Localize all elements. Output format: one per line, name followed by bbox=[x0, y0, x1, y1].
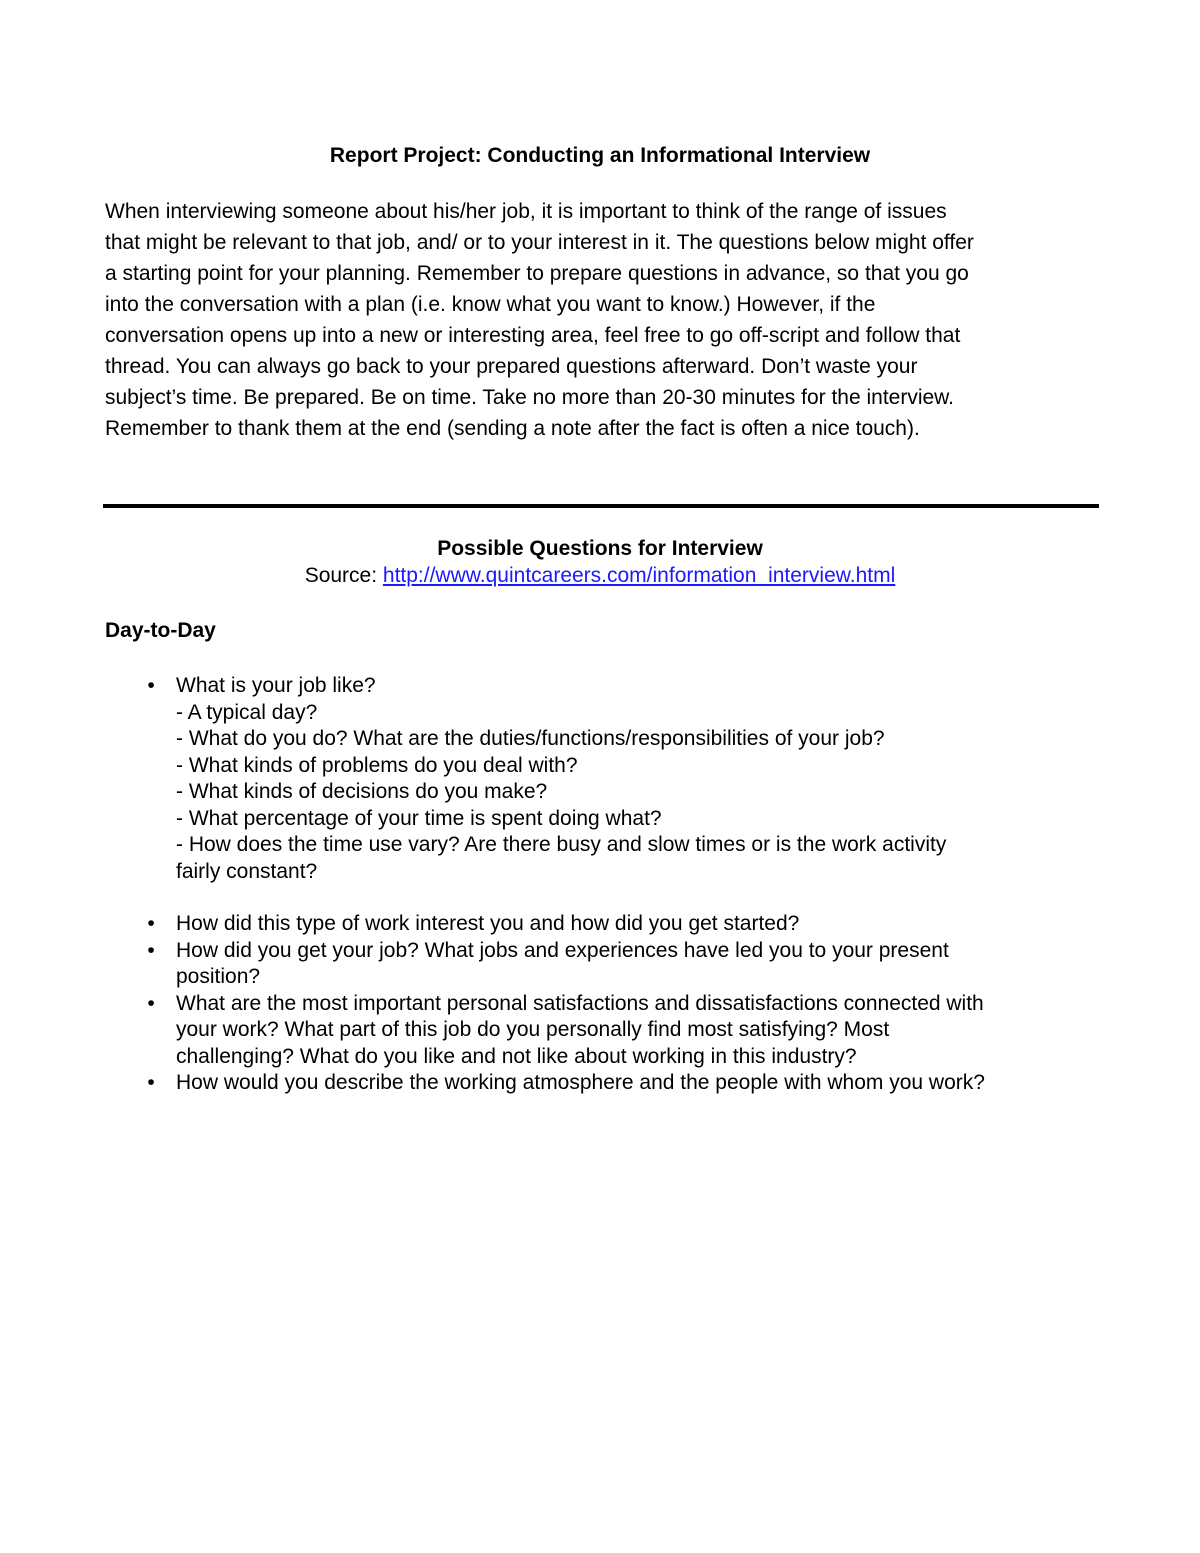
question-line: - How does the time use vary? Are there busy and slow times or is the work activity bbox=[176, 833, 947, 856]
questions-list bbox=[105, 673, 1105, 1097]
source-line bbox=[0, 563, 1200, 589]
questions-subtitle: Possible Questions for Interview bbox=[437, 537, 763, 560]
document-title: Report Project: Conducting an Informational Interview bbox=[329, 144, 871, 167]
question-line: - What percentage of your time is spent doing what? bbox=[176, 806, 662, 830]
bullet-icon: • bbox=[147, 938, 155, 962]
horizontal-divider bbox=[103, 504, 1099, 508]
question-line: - What kinds of decisions do you make? bbox=[176, 780, 548, 803]
bullet-icon: • bbox=[147, 991, 155, 1015]
intro-line: a starting point for your planning. Remember to prepare questions in advance, so that you go bbox=[105, 262, 969, 285]
intro-line: thread. You can always go back to your prepared questions afterward. Don’t waste your bbox=[105, 355, 918, 378]
list-item bbox=[105, 938, 1105, 991]
bullet-icon: • bbox=[147, 912, 155, 935]
list-item bbox=[105, 673, 1105, 885]
intro-line: conversation opens up into a new or interesting area, feel free to go off-script and follow that bbox=[105, 324, 961, 347]
bullet-icon: • bbox=[147, 1071, 155, 1094]
intro-line: into the conversation with a plan (i.e. know what you want to know.) However, if the bbox=[105, 293, 876, 316]
source-link[interactable]: http://www.quintcareers.com/information_interview.html bbox=[382, 564, 896, 587]
question-line: How did this type of work interest you and how did you get started? bbox=[176, 912, 800, 935]
question-line: your work? What part of this job do you personally find most satisfying? Most bbox=[176, 1018, 890, 1041]
intro-line: subject’s time. Be prepared. Be on time. Take no more than 20-30 minutes for the interview. bbox=[105, 386, 955, 409]
intro-line: When interviewing someone about his/her job, it is important to think of the range of issues bbox=[105, 200, 947, 223]
intro-paragraph bbox=[105, 196, 1105, 444]
question-line: fairly constant? bbox=[176, 859, 318, 883]
section-heading: Day-to-Day bbox=[105, 619, 216, 642]
question-line: - A typical day? bbox=[176, 700, 318, 724]
list-item bbox=[105, 1070, 1105, 1097]
bullet-icon: • bbox=[147, 674, 155, 697]
intro-line: Remember to thank them at the end (sending a note after the fact is often a nice touch). bbox=[105, 417, 920, 440]
question-line: position? bbox=[176, 965, 261, 988]
question-line: challenging? What do you like and not like about working in this industry? bbox=[176, 1044, 857, 1068]
question-line: - What kinds of problems do you deal with? bbox=[176, 753, 578, 777]
source-label: Source: bbox=[304, 564, 383, 587]
question-line: How would you describe the working atmosphere and the people with whom you work? bbox=[176, 1071, 985, 1094]
question-line: What is your job like? bbox=[176, 674, 376, 697]
question-line: What are the most important personal satisfactions and dissatisfactions connected with bbox=[176, 991, 984, 1015]
list-item bbox=[105, 911, 1105, 938]
question-line: How did you get your job? What jobs and experiences have led you to your present bbox=[176, 938, 949, 962]
question-line: - What do you do? What are the duties/functions/responsibilities of your job? bbox=[176, 727, 885, 750]
list-item bbox=[105, 991, 1105, 1071]
intro-line: that might be relevant to that job, and/ or to your interest in it. The questions below might offer bbox=[105, 231, 974, 254]
